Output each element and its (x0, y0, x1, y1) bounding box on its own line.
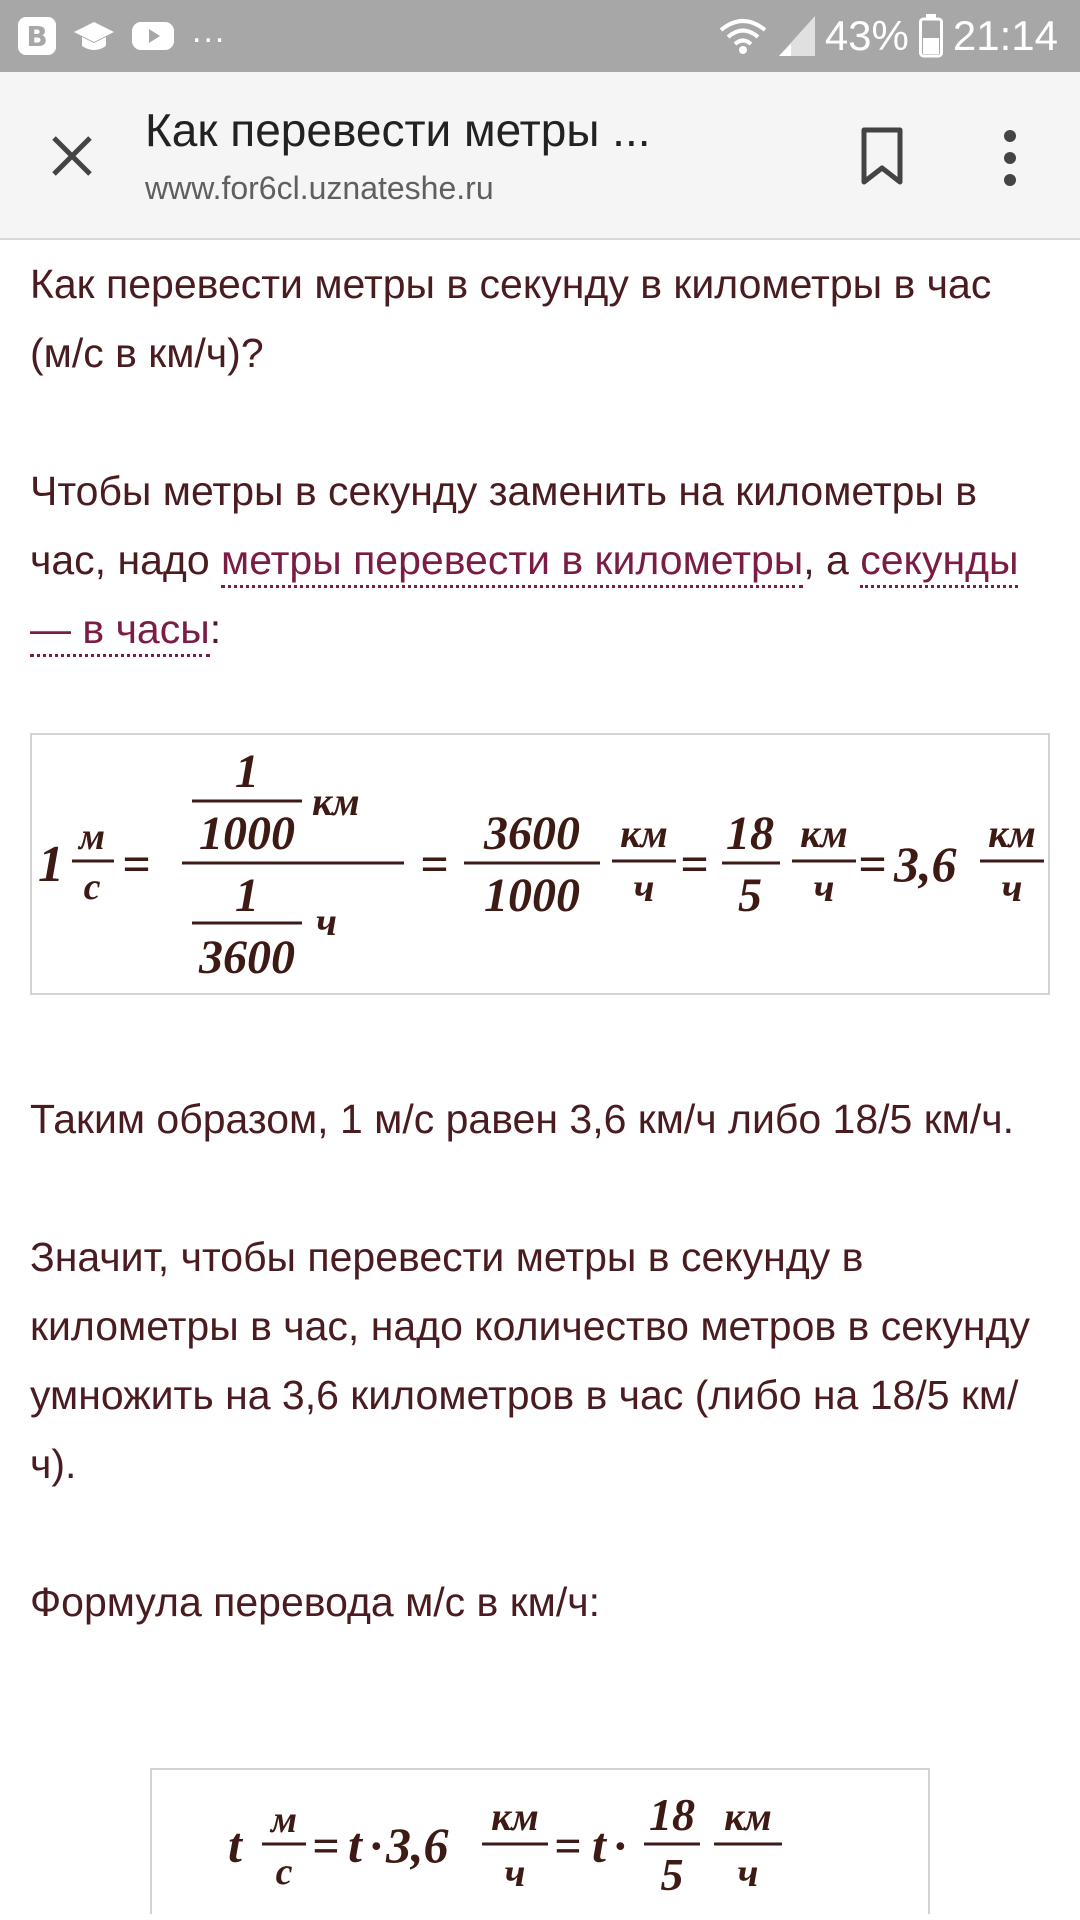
f1-result-unit-num: км (988, 811, 1036, 856)
f2-t-2: t (348, 1817, 362, 1873)
f1-frac2-unit-den: ч (813, 865, 835, 910)
more-notifications: ... (192, 11, 227, 50)
bookmark-icon[interactable] (858, 126, 906, 186)
article-paragraph-1 (30, 457, 1050, 664)
battery-icon (919, 14, 943, 58)
f1-eq-4: = (858, 836, 887, 892)
f2-t-3: t (592, 1817, 606, 1873)
f1-frac2-unit-num: км (800, 811, 848, 856)
formula-1 (32, 735, 1052, 997)
f2-dot-2: · (614, 1820, 626, 1873)
title-block[interactable] (145, 102, 705, 208)
page-url: www.for6cl.uznateshe.ru (145, 170, 494, 206)
para1-text-end: : (209, 606, 222, 652)
f2-eq-2: = (554, 1820, 582, 1873)
signal-icon (779, 16, 815, 56)
page-title: Как перевести метры ... (145, 104, 651, 156)
wifi-icon (717, 16, 769, 56)
battery-percent: 43% (824, 12, 909, 59)
f2-t-1: t (228, 1817, 242, 1873)
f1-lhs-den: с (83, 866, 101, 908)
f1-frac2-den: 5 (738, 869, 762, 922)
f1-frac2-num: 18 (726, 807, 774, 860)
f1-big-top-unit: км (312, 779, 360, 824)
f1-eq-2: = (420, 836, 449, 892)
f1-lhs-num: м (78, 816, 106, 858)
graduation-cap-icon (74, 18, 114, 54)
article-paragraph-2: Таким образом, 1 м/с равен 3,6 км/ч либо 18/5 км/ч. (30, 1096, 1014, 1142)
f1-mid-unit-num: км (620, 811, 668, 856)
formula-image-2 (150, 1768, 930, 1914)
status-bar (0, 0, 1080, 72)
status-bar-right (717, 12, 1058, 60)
f1-big-top-num: 1 (235, 745, 259, 798)
formula-image-1 (30, 733, 1050, 995)
f2-coef: 3,6 (386, 1817, 449, 1873)
vk-icon: В (18, 17, 56, 55)
article-paragraph-4: Формула перевода м/с в км/ч: (30, 1579, 600, 1625)
f1-result: 3,6 (894, 836, 957, 892)
f1-result-unit-den: ч (1001, 865, 1023, 910)
formula-2 (152, 1770, 928, 1916)
f2-num: м (270, 1799, 298, 1841)
f2-unit-num: км (491, 1794, 539, 1839)
f1-lhs-one: 1 (38, 836, 64, 893)
article-content (30, 250, 1050, 1706)
more-vert-icon[interactable] (998, 128, 1022, 188)
close-icon[interactable] (46, 130, 98, 182)
f2-unit-den: ч (504, 1850, 526, 1895)
f1-eq-1: = (122, 836, 151, 892)
para1-text-mid: , а (803, 537, 861, 583)
f1-mid-den: 1000 (484, 869, 580, 922)
link-seconds-to-hours[interactable]: секунды — в часы (30, 537, 1018, 657)
article-paragraph-3: Значит, чтобы перевести метры в секунду в километры в час, надо количество метров в секунду умножить на 3,6 километров в час (либо на 18/5 км/ч). (30, 1234, 1030, 1487)
f1-eq-3: = (680, 836, 709, 892)
custom-tab-toolbar (0, 72, 1080, 240)
f2-frac-num: 18 (649, 1789, 695, 1840)
f2-den: с (275, 1851, 293, 1893)
f1-big-bot-den: 3600 (199, 931, 295, 984)
article-question: Как перевести метры в секунду в километры в час (м/с в км/ч)? (30, 261, 992, 376)
f2-unit2-num: км (724, 1794, 772, 1839)
f2-dot-1: · (370, 1820, 382, 1873)
f1-big-top-den: 1000 (199, 807, 295, 860)
f1-mid-unit-den: ч (633, 865, 655, 910)
youtube-icon (132, 20, 174, 52)
status-bar-left (18, 11, 227, 55)
f1-mid-num: 3600 (484, 807, 580, 860)
f2-frac-den: 5 (660, 1849, 684, 1900)
f2-unit2-den: ч (737, 1850, 759, 1895)
f1-big-bot-num: 1 (235, 869, 259, 922)
f1-big-bot-unit: ч (316, 899, 337, 944)
clock: 21:14 (952, 12, 1058, 59)
f2-eq-1: = (312, 1820, 340, 1873)
link-meters-to-km[interactable]: метры перевести в километры (221, 537, 803, 588)
para1-text-start: Чтобы метры в секунду заменить на километры в час, надо (30, 468, 978, 583)
